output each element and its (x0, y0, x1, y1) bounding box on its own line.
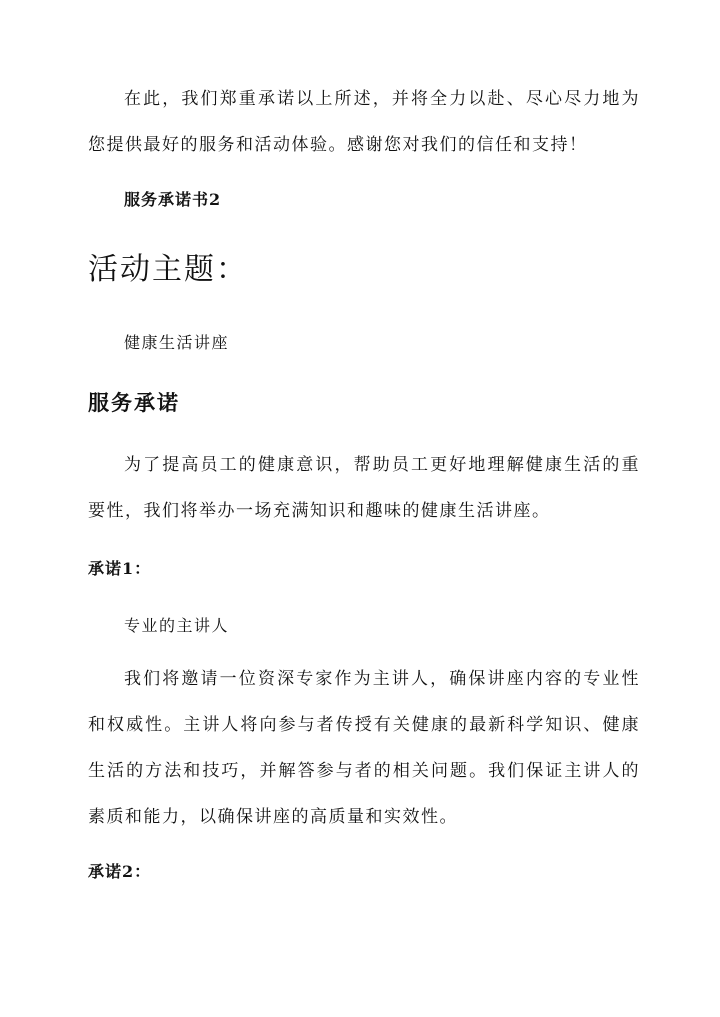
activity-heading: 活动主题： (88, 252, 248, 287)
promise1-title: 专业的主讲人 (124, 616, 230, 635)
activity-topic: 健康生活讲座 (124, 333, 230, 352)
promise1-heading: 承诺1： (88, 559, 152, 578)
promise1-paragraph: 我们将邀请一位资深专家作为主讲人，确保讲座内容的专业性和权威性。主讲人将向参与者传授有关健康的最新科学知识、健康生活的方法和技巧，并解答参与者的相关问题。我们保证主讲人的素质和能力，以确保讲座的高质量和实效性。 (88, 669, 640, 827)
closing-paragraph: 在此，我们郑重承诺以上所述，并将全力以赴、尽心尽力地为您提供最好的服务和活动体验。感谢您对我们的信任和支持！ (88, 89, 640, 155)
service-heading: 服务承诺 (88, 390, 180, 415)
promise2-heading: 承诺2： (88, 862, 152, 881)
document-subtitle: 服务承诺书2 (124, 190, 222, 209)
service-paragraph: 为了提高员工的健康意识，帮助员工更好地理解健康生活的重要性，我们将举办一场充满知识和趣味的健康生活讲座。 (88, 455, 640, 521)
